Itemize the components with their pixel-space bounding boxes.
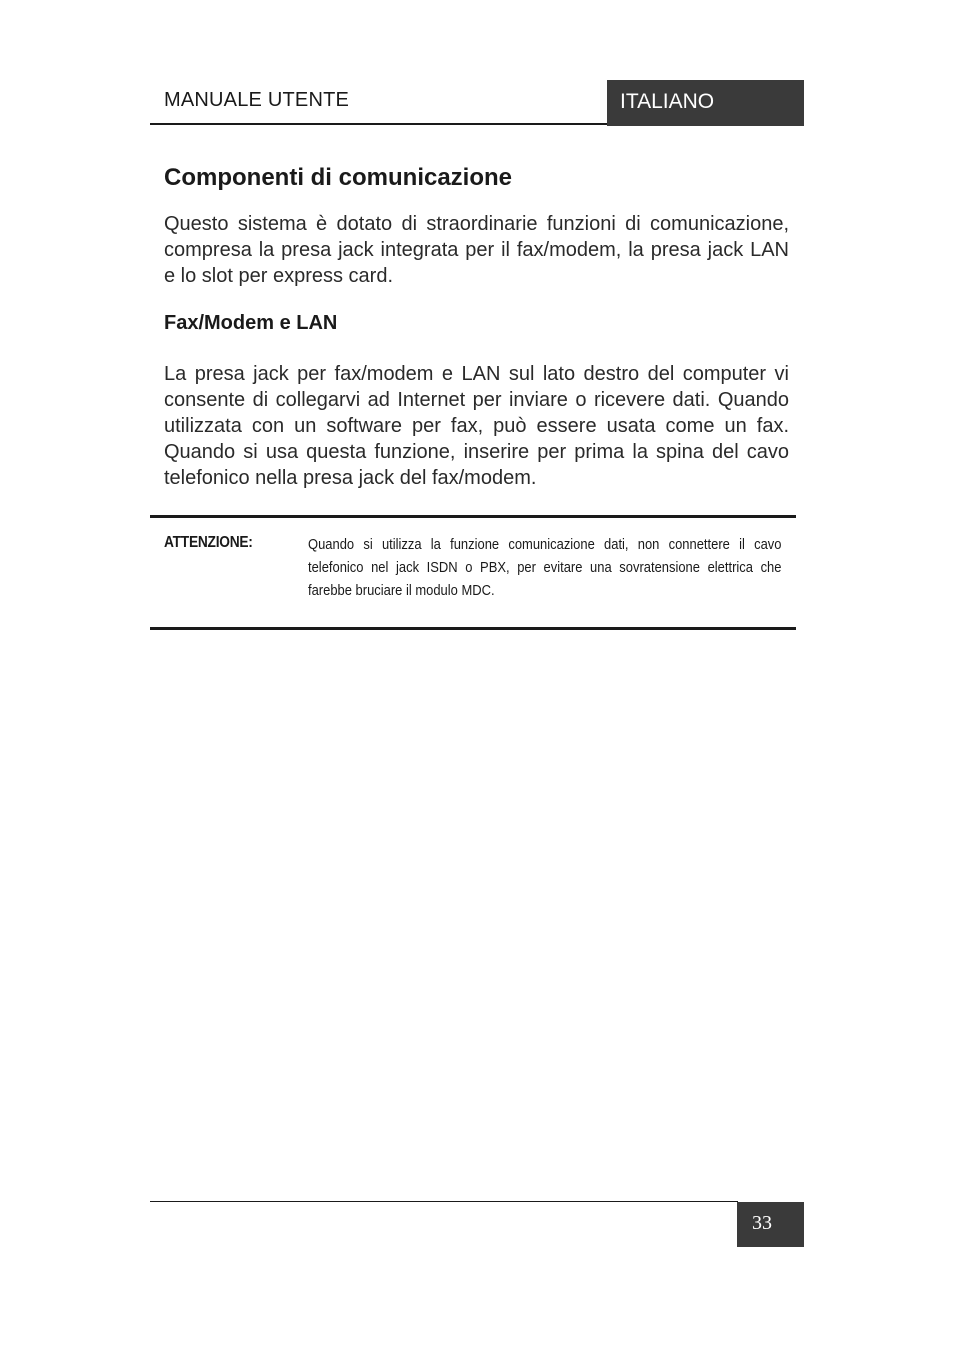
footer-divider [150, 1201, 738, 1202]
intro-paragraph: Questo sistema è dotato di straordinarie funzioni di comunicazione, compresa la presa jack integrata per il fax/modem, la presa jack LAN e lo slot per express card. [164, 213, 789, 287]
manual-title-label: MANUALE UTENTE [164, 89, 350, 111]
note-bottom-divider [150, 627, 796, 630]
note-label: ATTENZIONE: [164, 534, 253, 551]
subsection-heading: Fax/Modem e LAN [164, 312, 338, 334]
header-divider [150, 123, 608, 125]
note-text: Quando si utilizza la funzione comunicazione dati, non connettere il cavo telefonico nel jack ISDN o PBX, per evitare una sovratensione elettrica che farebbe bruciare il modulo MDC. [308, 536, 782, 599]
note-top-divider [150, 515, 796, 518]
section-title: Componenti di comunicazione [164, 164, 513, 191]
page-number: 33 [737, 1202, 804, 1247]
language-tab: ITALIANO [607, 80, 804, 126]
body-paragraph: La presa jack per fax/modem e LAN sul lato destro del computer vi consente di collegarvi ad Internet per inviare o ricevere dati. Quando utilizzata con un software per fax, può essere usata come un fax. Quando si usa questa funzione, inserire per prima la spina del cavo telefonico nella presa jack del fax/modem. [164, 363, 789, 489]
